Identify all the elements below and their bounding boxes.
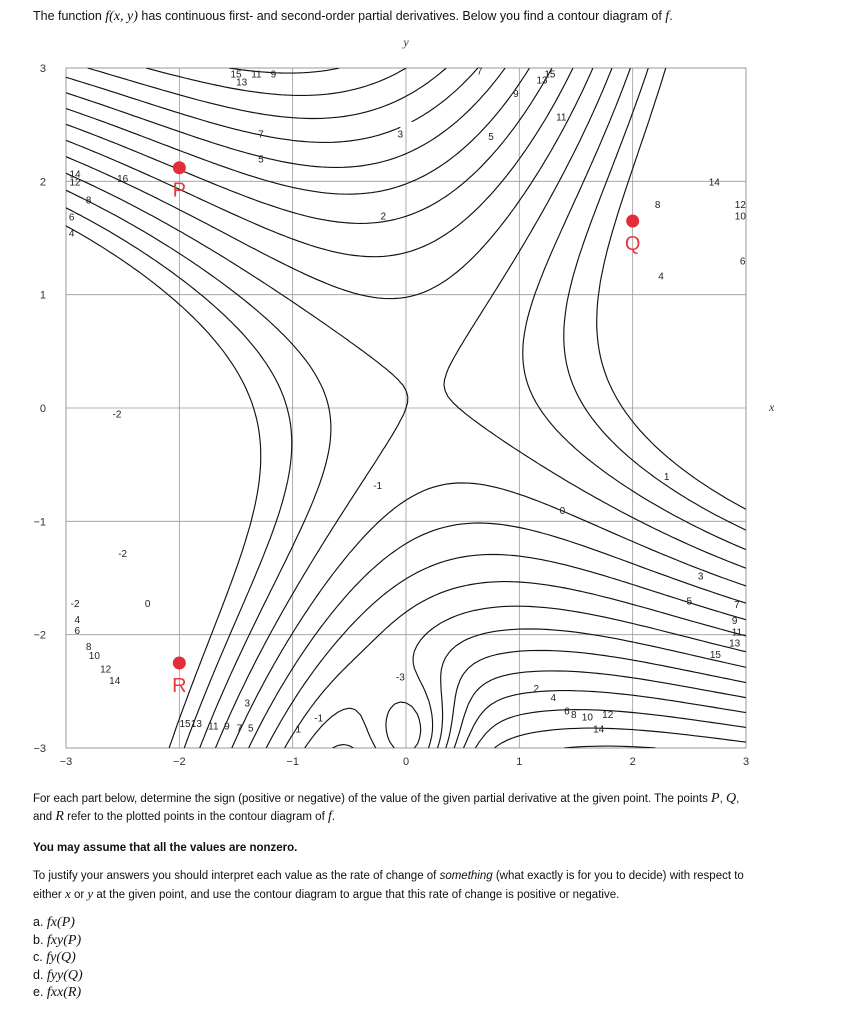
y-tick-label: −2 bbox=[33, 629, 46, 642]
point-q-marker bbox=[626, 215, 639, 228]
x-axis-label: x bbox=[769, 400, 775, 414]
x-tick-label: 3 bbox=[742, 756, 750, 768]
contour-label: 13 bbox=[236, 77, 248, 89]
contour-label: 5 bbox=[488, 132, 494, 143]
part-d-expression: fyy(Q) bbox=[46, 967, 83, 983]
contour-label: 13 bbox=[729, 638, 741, 650]
contour-label: 3 bbox=[397, 129, 404, 141]
part-d-label: d. bbox=[33, 967, 44, 982]
contour-label: -1 bbox=[314, 713, 324, 725]
contour-label: 14 bbox=[109, 676, 121, 687]
contour-label: 11 bbox=[556, 112, 567, 124]
part-a bbox=[33, 914, 83, 932]
part-e-expression: fxx(R) bbox=[46, 985, 82, 1000]
contour-label: -1 bbox=[373, 481, 383, 493]
point-name-r: R bbox=[55, 809, 64, 824]
contour-label: 7 bbox=[476, 66, 483, 78]
contour-label: 4 bbox=[68, 228, 75, 240]
point-q-label: Q bbox=[624, 233, 641, 255]
contour-label: -2 bbox=[118, 549, 128, 561]
contour-label: 4 bbox=[658, 271, 664, 283]
instr-p3-d: or bbox=[70, 889, 88, 901]
point-r-marker bbox=[173, 657, 186, 670]
instr-function-name: f bbox=[327, 809, 332, 824]
part-e-label: e. bbox=[33, 985, 44, 999]
point-name-q: Q bbox=[726, 791, 737, 806]
contour-label: 14 bbox=[593, 724, 605, 736]
contour-label: 5 bbox=[247, 723, 254, 735]
instr-p3-b: (what exactly is for you to decide) with respect to bbox=[492, 870, 744, 882]
contour-label: 10 bbox=[88, 651, 100, 663]
intro-middle: has continuous first- and second-order partial derivatives. Below you find a contour diagram of bbox=[137, 9, 666, 23]
instructions-paragraph-1 bbox=[33, 790, 793, 826]
contour-line-11 bbox=[495, 728, 747, 748]
contour-label: 12 bbox=[602, 710, 614, 721]
contour-label: 15 bbox=[179, 719, 191, 731]
y-tick-label: 3 bbox=[39, 63, 46, 75]
var-y: y bbox=[87, 886, 94, 901]
contour-label: 4 bbox=[74, 614, 81, 626]
contour-label: 7 bbox=[258, 129, 264, 141]
function-notation: f(x, y) bbox=[105, 9, 138, 24]
contour-label: 8 bbox=[654, 200, 661, 211]
instr-p3-a: To justify your answers you should interpret each value as the rate of change of bbox=[33, 870, 440, 882]
contour-label: 9 bbox=[224, 721, 230, 733]
instructions-paragraph-3 bbox=[33, 867, 793, 904]
contour-label: 6 bbox=[74, 626, 81, 638]
x-tick-label: −1 bbox=[286, 756, 299, 768]
instr-p3-e: at the given point, and use the contour diagram to argue that this rate of change is positive or negative. bbox=[93, 889, 620, 901]
y-tick-label: −1 bbox=[33, 516, 46, 529]
contour-label: 2 bbox=[380, 211, 387, 223]
question-parts bbox=[33, 914, 83, 1002]
y-tick-label: 1 bbox=[39, 289, 46, 302]
part-a-expression: fx(P) bbox=[46, 915, 75, 930]
point-p-marker bbox=[173, 161, 186, 174]
part-b-expression: fxy(P) bbox=[46, 932, 82, 948]
point-name-p: P bbox=[711, 791, 720, 806]
instr-text-c: refer to the plotted points in the contour diagram of bbox=[63, 811, 328, 823]
part-c-expression: fy(Q) bbox=[46, 950, 76, 965]
contour-label: 8 bbox=[85, 642, 92, 653]
y-tick-label: 0 bbox=[39, 403, 46, 415]
part-b bbox=[33, 932, 83, 950]
contour-label: 6 bbox=[68, 212, 75, 224]
instr-end: . bbox=[331, 811, 336, 823]
contour-label: 2 bbox=[533, 683, 540, 695]
contour-label: 11 bbox=[731, 627, 743, 639]
part-c bbox=[33, 949, 83, 967]
contour-label: 3 bbox=[697, 571, 704, 583]
y-tick-label: −3 bbox=[33, 743, 46, 755]
x-tick-label: 2 bbox=[629, 756, 636, 768]
intro-suffix: . bbox=[669, 9, 673, 23]
function-name: f bbox=[665, 9, 670, 24]
instr-sep-2: , bbox=[736, 793, 740, 805]
contour-label: -2 bbox=[112, 409, 122, 421]
contour-label: 9 bbox=[513, 88, 519, 100]
instr-p3-c: either bbox=[33, 889, 65, 901]
contour-label: -2 bbox=[70, 598, 80, 610]
contour-label: 13 bbox=[190, 719, 202, 731]
contour-label: 14 bbox=[708, 177, 720, 189]
contour-label: 10 bbox=[734, 211, 746, 223]
contour-label: 15 bbox=[709, 649, 721, 661]
contour-label: 5 bbox=[686, 596, 693, 608]
point-r-label: R bbox=[172, 675, 187, 697]
intro-sentence bbox=[33, 9, 673, 25]
x-tick-label: 1 bbox=[516, 756, 523, 768]
contour-label: 8 bbox=[570, 710, 577, 721]
contour-label: 4 bbox=[550, 693, 557, 704]
contour-label: 15 bbox=[230, 69, 242, 81]
var-x: x bbox=[64, 886, 71, 901]
instr-text-a: For each part below, determine the sign (positive or negative) of the value of the given partial derivative at the given point. The points bbox=[33, 793, 712, 805]
part-b-label: b. bbox=[33, 932, 44, 947]
contour-label: 9 bbox=[270, 69, 277, 81]
part-d bbox=[33, 967, 83, 985]
contour-label: 1 bbox=[663, 472, 670, 483]
contour-label: 16 bbox=[117, 173, 129, 185]
contour-label: 13 bbox=[536, 75, 548, 87]
instr-p3-emphasis: something bbox=[439, 870, 493, 882]
contour-label: 10 bbox=[581, 712, 593, 724]
contour-label: -3 bbox=[395, 672, 405, 684]
contour-label: 0 bbox=[144, 598, 151, 610]
y-tick-label: 2 bbox=[39, 176, 46, 189]
contour-label: 0 bbox=[559, 506, 566, 517]
contour-label: 8 bbox=[85, 195, 92, 207]
x-tick-label: −3 bbox=[59, 756, 73, 768]
contour-label: 9 bbox=[731, 615, 738, 627]
x-tick-label: −2 bbox=[173, 756, 186, 768]
part-a-label: a. bbox=[33, 915, 44, 929]
contour-label: 3 bbox=[244, 698, 251, 710]
contour-label: 11 bbox=[208, 721, 219, 733]
contour-label: 12 bbox=[100, 664, 112, 676]
part-c-label: c. bbox=[33, 950, 43, 964]
contour-label: 12 bbox=[69, 177, 81, 189]
instr-sep-1: , bbox=[719, 793, 726, 805]
contour-label: 11 bbox=[251, 69, 262, 81]
contour-label: 15 bbox=[544, 69, 556, 81]
contour-label: 6 bbox=[564, 706, 570, 718]
contour-label: 7 bbox=[734, 600, 740, 612]
point-p-label: P bbox=[172, 179, 187, 202]
nonzero-assumption: You may assume that all the values are nonzero. bbox=[33, 842, 298, 854]
contour-label: 1 bbox=[295, 724, 302, 736]
instr-text-b: and bbox=[33, 811, 56, 823]
x-tick-label: 0 bbox=[402, 756, 410, 768]
contour-diagram bbox=[0, 30, 850, 780]
y-axis-label: y bbox=[403, 35, 409, 49]
contour-label: 7 bbox=[236, 723, 243, 735]
contour-label: 5 bbox=[258, 154, 264, 166]
contour-label: 6 bbox=[739, 256, 746, 268]
contour-label: 14 bbox=[69, 169, 81, 181]
intro-prefix: The function bbox=[33, 9, 106, 23]
part-e bbox=[33, 984, 83, 1002]
contour-label: 12 bbox=[734, 200, 746, 211]
